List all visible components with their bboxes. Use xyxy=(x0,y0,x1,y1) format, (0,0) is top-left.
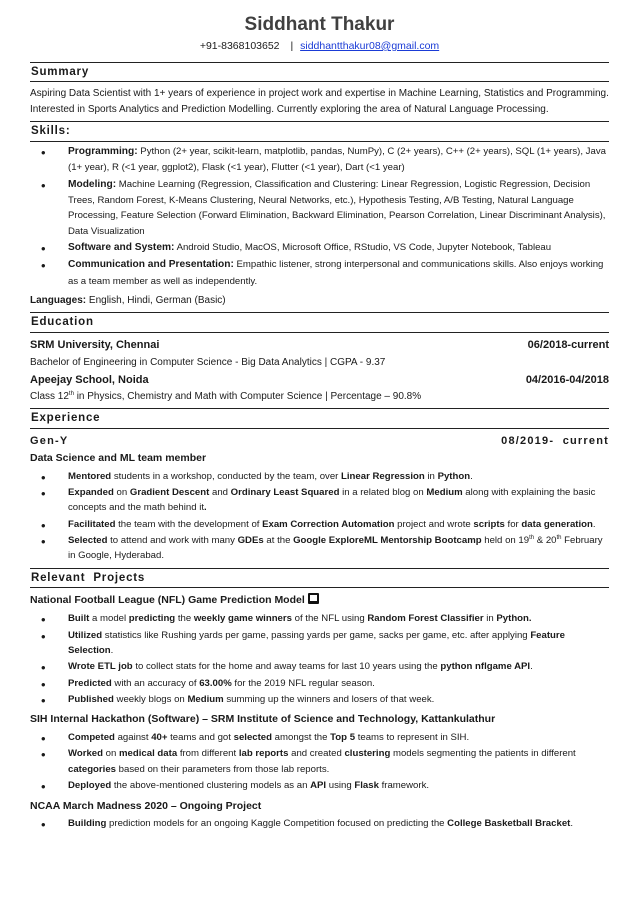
skill-item xyxy=(30,257,609,289)
section-heading-projects: Relevant Projects xyxy=(30,568,609,589)
bold-text: Mentored xyxy=(68,470,112,482)
project-name: NCAA March Madness 2020 – Ongoing Project xyxy=(30,799,262,812)
text: to collect stats for the home and away teams for last 10 years using the xyxy=(132,661,441,673)
bold-text: Flask xyxy=(354,780,379,792)
bold-text: Selected xyxy=(68,535,108,547)
text: students in a workshop, conducted by the team, over xyxy=(111,470,342,482)
bold-text: clustering xyxy=(344,748,391,760)
school-name: SRM University, Chennai xyxy=(30,339,160,352)
text: prediction models for an ongoing Kaggle Competition focused on predicting the xyxy=(106,818,448,830)
text: to attend and work with many xyxy=(107,535,238,547)
text: for the 2019 NFL regular season. xyxy=(231,677,375,689)
bold-text: categories xyxy=(68,763,116,775)
school-name: Apeejay School, Noida xyxy=(30,373,149,386)
bold-text: Facilitated xyxy=(68,518,116,530)
text: statistics like Rushing yards per game, passing yards per game, sacks per game, etc. after applying xyxy=(102,629,531,641)
bold-text: . xyxy=(204,502,207,514)
bold-text: Worked xyxy=(68,748,104,760)
superscript: th xyxy=(556,535,562,542)
text: project and wrote xyxy=(394,518,474,530)
skill-item xyxy=(30,177,609,239)
bullet-item xyxy=(30,816,609,831)
project-name: National Football League (NFL) Game Prediction Model xyxy=(30,594,305,607)
education-detail: Bachelor of Engineering in Computer Science - Big Data Analytics | CGPA - 9.37 xyxy=(30,356,386,368)
bold-text: Gradient Descent xyxy=(129,487,210,499)
skill-text: Python (2+ year, scikit-learn, matplotlib, pandas, NumPy), C (2+ years), C++ (2+ years), SQL (1+ years), Java (1+ year), R (<1 year, ggplot2), Flask (<1 year), Flutter (<1 year), Dart (<1 year) xyxy=(68,145,606,174)
text: framework. xyxy=(378,780,430,792)
education-row xyxy=(30,372,609,390)
text: teams to represent in SIH. xyxy=(355,732,470,744)
project-bullets xyxy=(30,730,609,793)
text: in a related blog on xyxy=(339,487,427,499)
text: against xyxy=(114,732,152,744)
skill-text: Machine Learning (Regression, Classification and Clustering: Linear Regression, Logistic Regression, Decision Trees, Random Forest, K-Means Clustering, Neural Networks, etc.), Hypothesis Testing, A/B Testing, Natural Language Processing, Feature Selection (Forward Elimination, Backward Elimination, Pearson Correlation, Linear Discriminant Analysis), Data Visualization xyxy=(68,178,606,237)
detail-post: in Physics, Chemistry and Math with Computer Science | Percentage – 90.8% xyxy=(73,391,422,403)
bold-text: Medium xyxy=(426,487,463,499)
text: & 20 xyxy=(534,535,557,547)
contact-separator: | xyxy=(290,39,294,52)
skill-lead: Communication and Presentation: xyxy=(68,259,234,271)
detail-sup: th xyxy=(68,391,74,398)
text: in xyxy=(483,613,497,625)
education-row xyxy=(30,337,609,355)
text: along with explaining the basic concepts and the math behind it xyxy=(68,487,596,514)
contact-line xyxy=(30,39,609,55)
skill-item xyxy=(30,144,609,176)
text: amongst the xyxy=(272,732,331,744)
text: . xyxy=(470,470,473,482)
languages-label: Languages: xyxy=(30,294,87,306)
skills-list xyxy=(30,144,609,289)
bold-text: Predicted xyxy=(68,677,112,689)
bold-text: Building xyxy=(68,818,107,830)
text: held on 19 xyxy=(481,535,530,547)
bullet-item xyxy=(30,485,609,516)
languages-line xyxy=(30,293,609,309)
text: a model xyxy=(89,613,129,625)
github-icon[interactable] xyxy=(308,593,319,604)
text: February in Google, Hyderabad. xyxy=(68,535,603,562)
text: . xyxy=(110,644,114,656)
text: using xyxy=(326,780,355,792)
text: the above-mentioned clustering models as an xyxy=(111,780,311,792)
bullet-item xyxy=(30,778,609,793)
experience-dates: 08/2019- current xyxy=(501,434,609,447)
bullet-item xyxy=(30,659,609,674)
bold-text: 63.00% xyxy=(199,677,232,689)
text: based on their parameters from those lab reports. xyxy=(116,763,330,775)
project-name: SIH Internal Hackathon (Software) – SRM Institute of Science and Technology, Kattankulathur xyxy=(30,713,496,726)
text: on xyxy=(103,748,120,760)
section-heading-summary: Summary xyxy=(30,62,609,83)
bold-text: Expanded xyxy=(68,487,114,499)
bold-text: weekly game winners xyxy=(193,613,292,625)
bullet-item xyxy=(30,730,609,745)
text: the team with the development of xyxy=(115,518,263,530)
bold-text: Deployed xyxy=(68,780,112,792)
bold-text: scripts xyxy=(473,518,505,530)
bullet-item xyxy=(30,692,609,707)
project-title xyxy=(30,798,609,815)
bold-text: Feature Selection xyxy=(68,629,565,656)
bold-text: Medium xyxy=(187,694,224,705)
bullet-item xyxy=(30,517,609,532)
text: . xyxy=(592,518,596,530)
superscript: th xyxy=(529,535,535,542)
detail-pre: Class 12 xyxy=(30,391,69,403)
bold-text: 40+ xyxy=(151,732,168,744)
text: the xyxy=(175,613,194,625)
skill-lead: Modeling: xyxy=(68,178,117,190)
text: for xyxy=(504,518,522,530)
bold-text: Competed xyxy=(68,732,115,744)
languages-value: English, Hindi, German (Basic) xyxy=(86,294,226,306)
text: summing up the winners and losers of that week. xyxy=(223,694,435,705)
section-heading-experience: Experience xyxy=(30,408,609,429)
experience-bullets xyxy=(30,469,609,564)
project-title xyxy=(30,711,609,728)
bullet-item xyxy=(30,611,609,626)
bold-text: Random Forest Classifier xyxy=(367,613,484,625)
project-title xyxy=(30,592,609,609)
bullet-item xyxy=(30,676,609,691)
skill-lead: Programming: xyxy=(68,145,138,157)
project-bullets xyxy=(30,611,609,707)
text: teams and got xyxy=(167,732,234,744)
text: models segmenting the patients in different xyxy=(390,748,576,760)
company-name: Gen-Y xyxy=(30,434,69,447)
skill-text: Android Studio, MacOS, Microsoft Office, RStudio, VS Code, Jupyter Notebook, Tableau xyxy=(174,241,552,253)
bold-text: predicting xyxy=(128,613,176,625)
education-detail xyxy=(30,389,609,405)
bullet-item xyxy=(30,533,609,564)
text: of the NFL using xyxy=(291,613,368,625)
school-dates: 04/2016-04/2018 xyxy=(525,373,609,386)
bold-text: Utilized xyxy=(68,629,103,641)
bold-text: data generation xyxy=(521,518,593,530)
project-bullets xyxy=(30,816,609,831)
text: with an accuracy of xyxy=(111,677,200,689)
bold-text: selected xyxy=(233,732,273,744)
text: and xyxy=(209,487,231,499)
bold-text: medical data xyxy=(119,748,178,760)
bullet-item xyxy=(30,746,609,777)
bold-text: lab reports xyxy=(238,748,289,760)
role-title: Data Science and ML team member xyxy=(30,452,207,465)
bold-text: API xyxy=(310,780,327,792)
text: . xyxy=(570,818,574,830)
bold-text: GDEs xyxy=(237,535,264,547)
candidate-name: Siddhant Thakur xyxy=(244,14,395,35)
skill-lead: Software and System: xyxy=(68,241,175,253)
skill-item xyxy=(30,240,609,256)
school-dates: 06/2018-current xyxy=(527,339,609,352)
experience-row xyxy=(30,433,609,451)
bold-text: Published xyxy=(68,694,114,705)
bold-text: Google ExploreML Mentorship Bootcamp xyxy=(293,535,482,547)
text: weekly blogs on xyxy=(113,694,188,705)
section-heading-skills: Skills: xyxy=(30,121,609,142)
bold-text: python nflgame API xyxy=(440,661,531,673)
bold-text: Wrote ETL job xyxy=(68,661,133,673)
skill-text: Empathic listener, strong interpersonal and communications skills. Also enjoys working as a team member as well as independently. xyxy=(68,259,604,287)
bold-text: Linear Regression xyxy=(341,470,425,482)
text: on xyxy=(113,487,130,499)
summary-text: Aspiring Data Scientist with 1+ years of experience in project work and expertise in Machine Learning, Statistics and Programming. Interested in Sports Analytics and Prediction Modelling. Currently exploring the area of Natural Language Processing. xyxy=(30,88,609,115)
email-link[interactable]: siddhantthakur08@gmail.com xyxy=(300,39,440,52)
bold-text: College Basketball Bracket xyxy=(447,818,571,830)
text: . xyxy=(530,661,533,673)
bold-text: Exam Correction Automation xyxy=(262,518,395,530)
section-heading-education: Education xyxy=(30,312,609,333)
bold-text: Built xyxy=(68,613,90,625)
bullet-item xyxy=(30,628,609,659)
bold-text: Ordinary Least Squared xyxy=(230,487,340,499)
bold-text: Python. xyxy=(496,613,532,625)
bold-text: Top 5 xyxy=(330,732,356,744)
phone-number: +91-8368103652 xyxy=(199,39,280,52)
bold-text: Python xyxy=(437,470,471,482)
bullet-item xyxy=(30,469,609,484)
text: from different xyxy=(177,748,239,760)
text: and created xyxy=(288,748,345,760)
text: at the xyxy=(263,535,294,547)
text: in xyxy=(424,470,438,482)
